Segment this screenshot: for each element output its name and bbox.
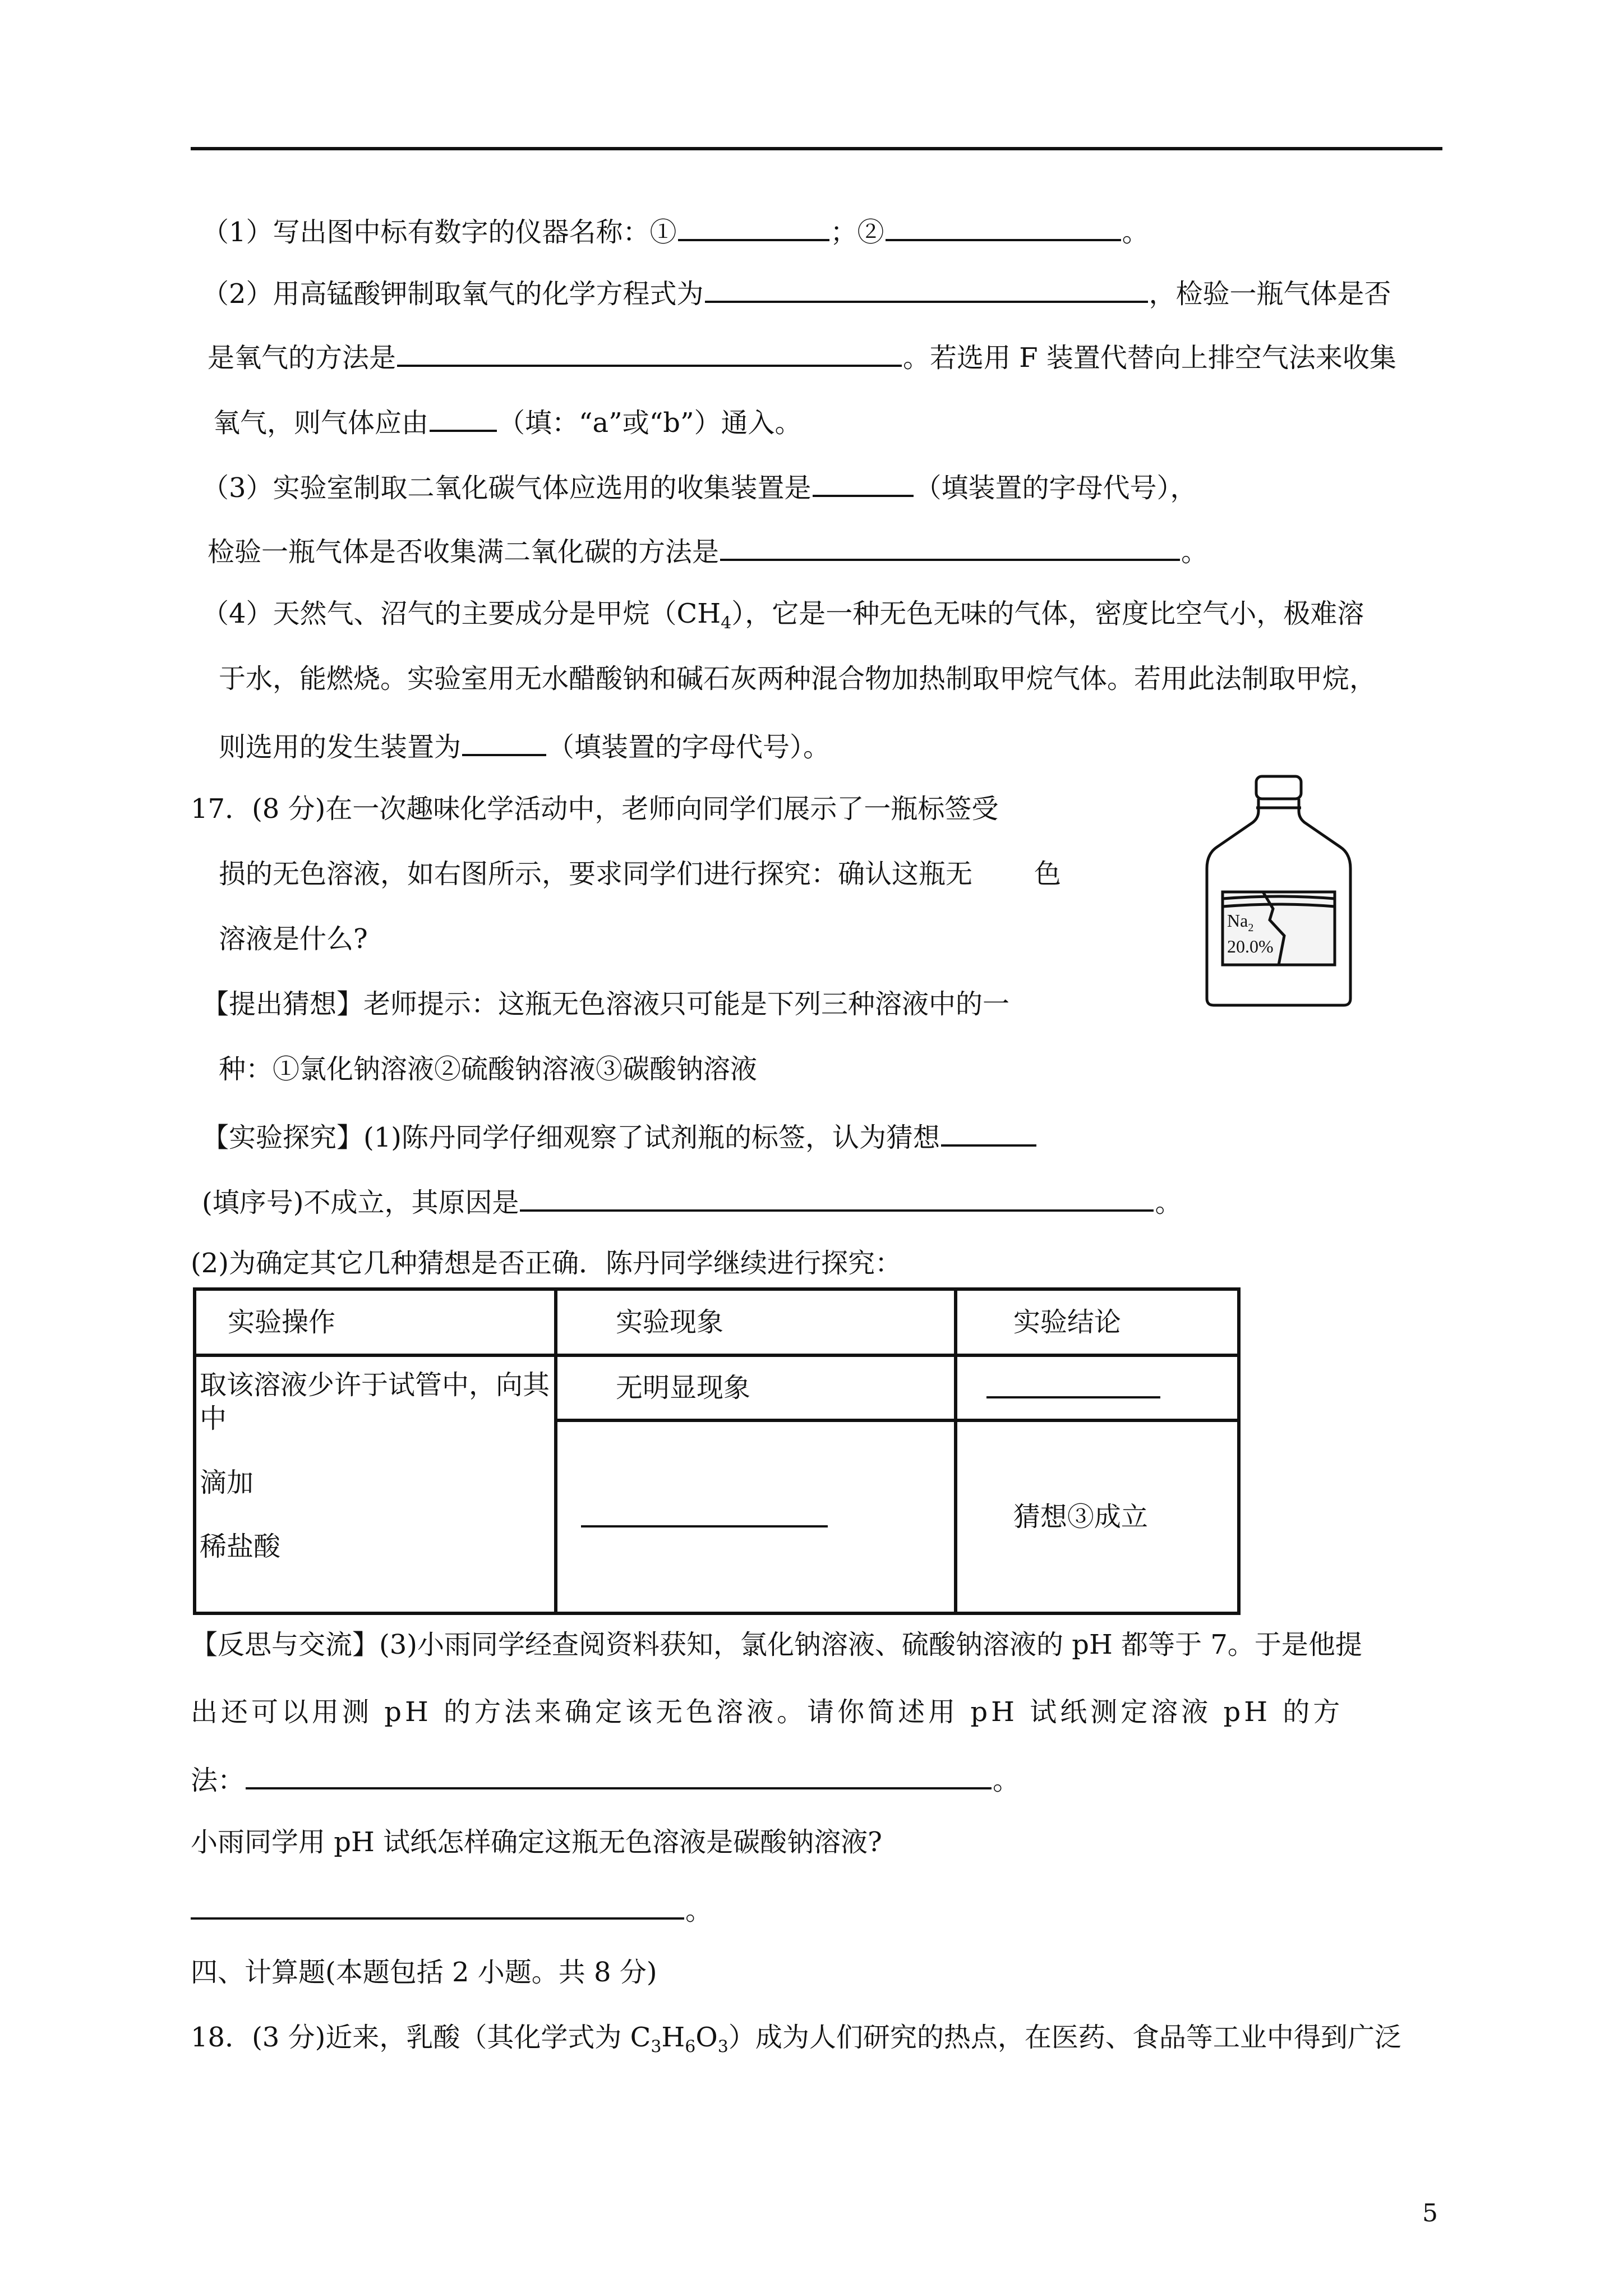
- q16-part2-text-a: （2）用高锰酸钾制取氧气的化学方程式为: [202, 278, 704, 310]
- observation-cell-1: 无明显现象: [556, 1355, 956, 1420]
- q17-line6: [202, 1117, 1038, 1154]
- q17-options: 种：①氯化钠溶液②硫酸钠溶液③碳酸钠溶液: [219, 1053, 758, 1085]
- reflection-text-1: 【反思与交流】(3)小雨同学经查阅资料获知，氯化钠溶液、硫酸钠溶液的 pH 都等于 7。于是他提: [191, 1629, 1362, 1660]
- table-header-row: [195, 1289, 1239, 1355]
- q16-part1-text: （1）写出图中标有数字的仪器名称：①: [202, 217, 677, 248]
- reflection-text-2: 出还可以用测 pH 的方法来确定该无色溶液。请你简述用 pH 试纸测定溶液 pH 的方: [191, 1696, 1344, 1728]
- bottle-label-formula: $Na_2$: [1227, 910, 1254, 934]
- reflection-line2: [191, 1695, 1343, 1729]
- q16-part2-text-d: 。若选用 F 装置代替向上排空气法来收集: [903, 342, 1396, 374]
- q16-part4-text-d: 则选用的发生装置为: [219, 731, 462, 763]
- page-number: 5: [1422, 2199, 1438, 2228]
- subscript: 4: [721, 613, 732, 633]
- q18-element-o: O: [695, 2022, 718, 2053]
- q17-line2: [219, 857, 1061, 891]
- q17-line3: [219, 922, 368, 956]
- answer-blank-generator[interactable]: [462, 727, 546, 756]
- answer-blank-ph-determine[interactable]: [191, 1890, 684, 1920]
- q16-part1-sep: ；②: [830, 217, 884, 248]
- q16-part4-text-c: 于水，能燃烧。实验室用无水醋酸钠和碱石灰两种混合物加热制取甲烷气体。若用此法制取甲烷，: [219, 663, 1377, 694]
- answer-blank-guess[interactable]: [941, 1117, 1036, 1147]
- reflection-question: 小雨同学用 pH 试纸怎样确定这瓶无色溶液是碳酸钠溶液?: [191, 1826, 882, 1858]
- section4-heading: [191, 1955, 657, 1989]
- observation-cell-2[interactable]: [556, 1420, 956, 1613]
- reflection-method-end: 。: [993, 1765, 1020, 1796]
- q16-part3-text-b: （填装置的字母代号），: [914, 472, 1197, 504]
- reflection-line1: [191, 1628, 1362, 1662]
- section4-title: 四、计算题(本题包括 2 小题。共 8 分): [191, 1957, 657, 1988]
- answer-blank-1[interactable]: [678, 212, 829, 241]
- answer-blank-2[interactable]: [886, 212, 1121, 241]
- subscript: 3: [651, 2037, 662, 2057]
- q16-part2-text-b: ，检验一瓶气体是否: [1149, 278, 1391, 310]
- q16-part2-line2: [208, 338, 1396, 375]
- q16-part4-line1: [202, 597, 1364, 641]
- answer-blank-conclusion[interactable]: [986, 1369, 1160, 1398]
- experiment-table: [193, 1287, 1241, 1615]
- q17-intro: 17．(8 分)在一次趣味化学活动中，老师向同学们展示了一瓶标签受: [191, 793, 999, 825]
- q16-part4-line3: [219, 727, 830, 764]
- q18-text-b: ）成为人们研究的热点，在医药、食品等工业中得到广泛: [728, 2022, 1401, 2053]
- answer-blank-inlet[interactable]: [430, 403, 497, 432]
- q17-reason-label: (填序号)不成立，其原因是: [202, 1187, 519, 1218]
- answer-blank-oxygen-test[interactable]: [397, 338, 902, 367]
- q16-part2-text-f: （填：“a”或“b”）通入。: [498, 407, 802, 439]
- table-row: [195, 1355, 1239, 1420]
- q17-intro-2: 损的无色溶液，如右图所示，要求同学们进行探究：确认这瓶无: [219, 858, 973, 890]
- q16-part4-text-b: ），它是一种无色无味的气体，密度比空气小，极难溶: [731, 598, 1364, 629]
- q16-part3-text-d: 。: [1181, 536, 1209, 568]
- q17-line1: [191, 792, 998, 826]
- q17-line5: [219, 1052, 757, 1086]
- q16-part4-line2: [219, 662, 1376, 696]
- q18-element-h: H: [661, 2022, 685, 2053]
- q16-part4-text-e: （填装置的字母代号）。: [547, 731, 831, 763]
- q16-part3-text-a: （3）实验室制取二氧化碳气体应选用的收集装置是: [202, 472, 811, 504]
- answer-blank-co2-test[interactable]: [720, 532, 1180, 561]
- q17-hypothesis: 【提出猜想】老师提示：这瓶无色溶液只可能是下列三种溶液中的一: [202, 988, 1010, 1020]
- header-operation: 实验操作: [195, 1289, 556, 1355]
- answer-blank-observation[interactable]: [581, 1498, 828, 1527]
- q17-intro-3: 溶液是什么?: [219, 923, 368, 955]
- conclusion-cell-1[interactable]: [956, 1355, 1239, 1420]
- header-observation: 实验现象: [556, 1289, 956, 1355]
- operation-line-3: 稀盐酸: [200, 1531, 281, 1562]
- q17-line8: [191, 1246, 902, 1280]
- q16-part4-text-a: （4）天然气、沼气的主要成分是甲烷（CH: [202, 598, 721, 629]
- bottle-label-concentration: 20.0%: [1227, 936, 1274, 956]
- q17-line4: [202, 987, 1009, 1021]
- subscript: 6: [685, 2037, 696, 2057]
- answer-blank-equation[interactable]: [705, 274, 1148, 303]
- operation-line-2: 滴加: [200, 1467, 254, 1498]
- answer-blank-collector[interactable]: [813, 468, 914, 497]
- q16-part1-end: 。: [1122, 217, 1149, 248]
- q16-part2-text-c: 是氧气的方法是: [208, 342, 396, 374]
- q18-text-a: 18．(3 分)近来，乳酸（其化学式为 C: [191, 2022, 651, 2053]
- q17-explore: 【实验探究】(1)陈丹同学仔细观察了试剂瓶的标签，认为猜想: [202, 1122, 940, 1153]
- q16-part1: [202, 212, 1149, 249]
- q17-line7: [202, 1182, 1182, 1220]
- subscript: 3: [717, 2037, 728, 2057]
- conclusion-cell-2: 猜想③成立: [956, 1420, 1239, 1613]
- reflection-answer-end: 。: [685, 1895, 713, 1926]
- reagent-bottle-illustration: [1200, 774, 1357, 1010]
- header-conclusion: 实验结论: [956, 1289, 1239, 1355]
- q17-intro-2-tail: 色: [1034, 858, 1062, 890]
- q16-part2-text-e: 氧气，则气体应由: [213, 407, 429, 439]
- q16-part3-line1: [202, 468, 1197, 505]
- reflection-line3: [191, 1760, 1020, 1797]
- answer-blank-reason[interactable]: [520, 1182, 1154, 1212]
- q16-part2-line1: [202, 274, 1391, 311]
- q16-part2-line3: [213, 403, 802, 440]
- answer-blank-ph-method[interactable]: [246, 1760, 992, 1789]
- reflection-method-label: 法：: [191, 1765, 245, 1796]
- q17-step2: (2)为确定其它几种猜想是否正确．陈丹同学继续进行探究：: [191, 1248, 902, 1279]
- q16-part3-line2: [208, 532, 1208, 569]
- operation-line-1: 取该溶液少许于试管中，向其中: [200, 1369, 550, 1434]
- header-rule: [191, 147, 1442, 150]
- reflection-line5: [191, 1890, 712, 1927]
- q16-part3-text-c: 检验一瓶气体是否收集满二氧化碳的方法是: [208, 536, 720, 568]
- reflection-line4: [191, 1825, 882, 1859]
- operation-cell: [195, 1355, 556, 1613]
- q18-line1: [191, 2021, 1401, 2064]
- q17-reason-end: 。: [1155, 1187, 1182, 1218]
